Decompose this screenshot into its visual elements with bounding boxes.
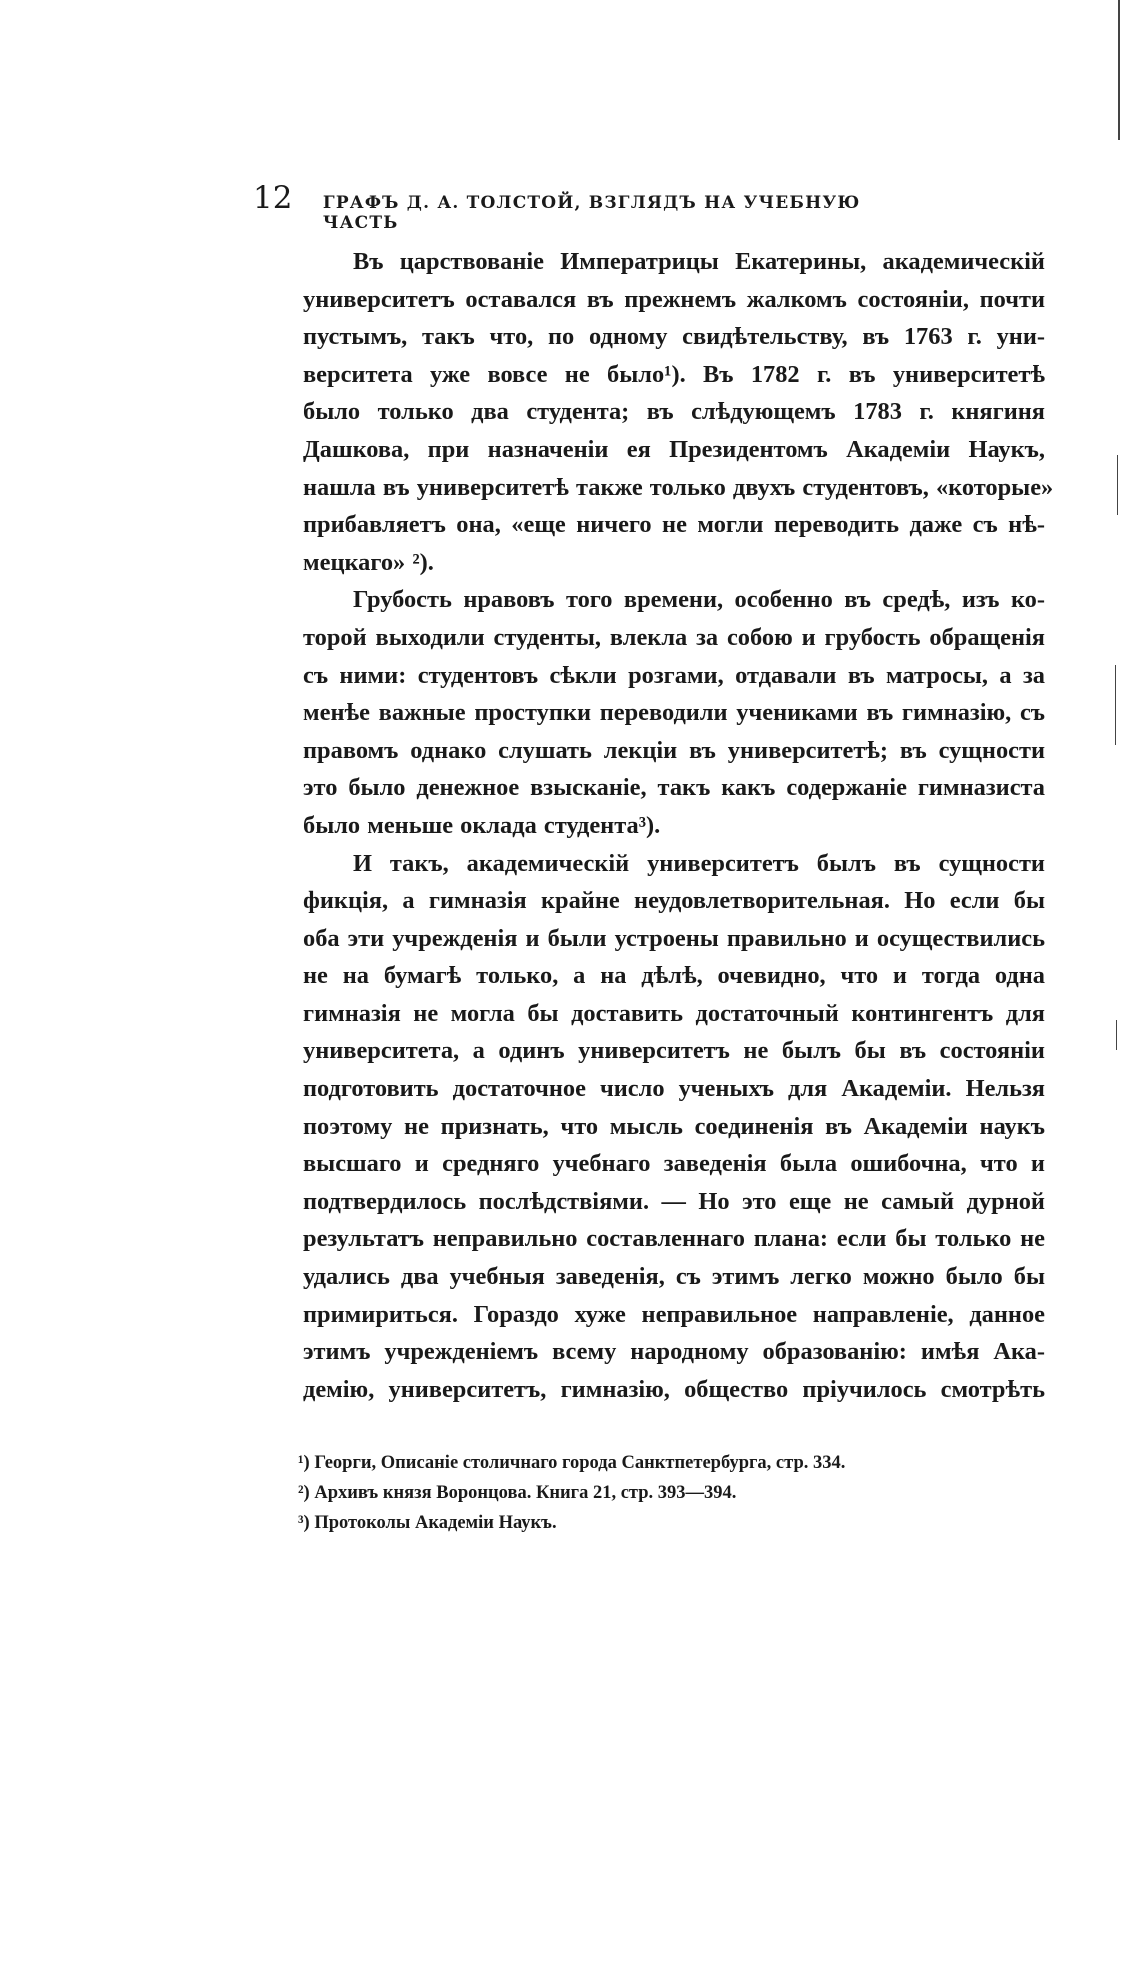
text-line: было меньше оклада студента³). [303, 811, 661, 839]
text-line: университетъ оставался въ прежнемъ жалкомъ состояніи, почти [303, 285, 1045, 313]
text-line: результатъ неправильно составленнаго плана: если бы только не [303, 1225, 1045, 1253]
text-line: не на бумагѣ только, а на дѣлѣ, очевидно, что и тогда одна [303, 962, 1045, 990]
text-line: высшаго и средняго учебнаго заведенія была ошибочна, что и [303, 1150, 1045, 1178]
paragraph-3 [253, 845, 1045, 1409]
text-line: Въ царствованіе Императрицы Екатерины, академическій [353, 248, 1045, 275]
text-line: оба эти учрежденія и были устроены правильно и осуществились [303, 924, 1045, 952]
text-line: университета, а одинъ университетъ не былъ бы въ состояніи [303, 1037, 1045, 1065]
text-line: пустымъ, такъ что, по одному свидѣтельству, въ 1763 г. уни- [303, 323, 1045, 351]
footnote-3: ³) Протоколы Академіи Наукъ. [298, 1513, 557, 1533]
text-line: мецкаго» ²). [303, 548, 434, 576]
text-line: прибавляетъ она, «еще ничего не могли переводить даже съ нѣ- [303, 511, 1045, 539]
scan-edge-mark [1118, 0, 1120, 140]
text-line: было только два студента; въ слѣдующемъ 1783 г. княгиня [303, 398, 1045, 426]
text-line: правомъ однако слушать лекціи въ университетѣ; въ сущности [303, 736, 1045, 764]
text-line: это было денежное взысканіе, такъ какъ содержаніе гимназиста [303, 774, 1045, 802]
text-line: этимъ учрежденіемъ всему народному образованію: имѣя Ака- [303, 1338, 1045, 1366]
scan-edge-mark [1116, 1020, 1117, 1050]
text-line: торой выходили студенты, влекла за собою и грубость обращенія [303, 623, 1045, 651]
text-line: Дашкова, при назначеніи ея Президентомъ Академіи Наукъ, [303, 435, 1045, 463]
footnote-1: ¹) Георги, Описаніе столичнаго города Санктпетербурга, стр. 334. [298, 1453, 846, 1473]
paragraph-2 [253, 581, 1045, 844]
text-line: верситета уже вовсе не было¹). Въ 1782 г. въ университетѣ [303, 360, 1045, 388]
text-line: поэтому не признать, что мысль соединенія въ Академіи наукъ [303, 1112, 1045, 1140]
body-text [253, 243, 1054, 1408]
text-line: нашла въ университетѣ также только двухъ студентовъ, «которые» [303, 473, 1054, 501]
running-title: ГРАФЪ Д. А. ТОЛСТОЙ, ВЗГЛЯДЪ НА УЧЕБНУЮ ЧАСТЬ [322, 193, 861, 233]
text-line: удались два учебныя заведенія, съ этимъ легко можно было бы [303, 1263, 1045, 1291]
page-number: 12 [253, 180, 293, 216]
text-line: фикція, а гимназія крайне неудовлетворительная. Но если бы [303, 887, 1045, 915]
text-line: демію, университетъ, гимназію, общество пріучилось смотрѣть [303, 1375, 1045, 1403]
text-line: гимназія не могла бы доставить достаточный контингентъ для [303, 999, 1045, 1027]
text-line: подготовить достаточное число ученыхъ для Академіи. Нельзя [303, 1075, 1045, 1103]
text-line: подтвердилось послѣдствіями. — Но это еще не самый дурной [303, 1187, 1045, 1215]
text-line: Грубость нравовъ того времени, особенно въ средѣ, изъ ко- [353, 586, 1045, 614]
running-head [253, 180, 925, 233]
paragraph-1 [253, 243, 1054, 581]
footnotes [298, 1448, 998, 1538]
text-line: менѣе важные проступки переводили учениками въ гимназію, съ [303, 699, 1045, 727]
footnote-2: ²) Архивъ князя Воронцова. Книга 21, стр. 393—394. [298, 1483, 737, 1503]
scan-edge-mark [1117, 455, 1118, 515]
text-line: И такъ, академическій университетъ былъ въ сущности [353, 849, 1045, 877]
text-line: съ ними: студентовъ сѣкли розгами, отдавали въ матросы, а за [303, 661, 1045, 689]
scan-edge-mark [1115, 665, 1116, 745]
text-line: примириться. Гораздо хуже неправильное направленіе, данное [303, 1300, 1045, 1328]
